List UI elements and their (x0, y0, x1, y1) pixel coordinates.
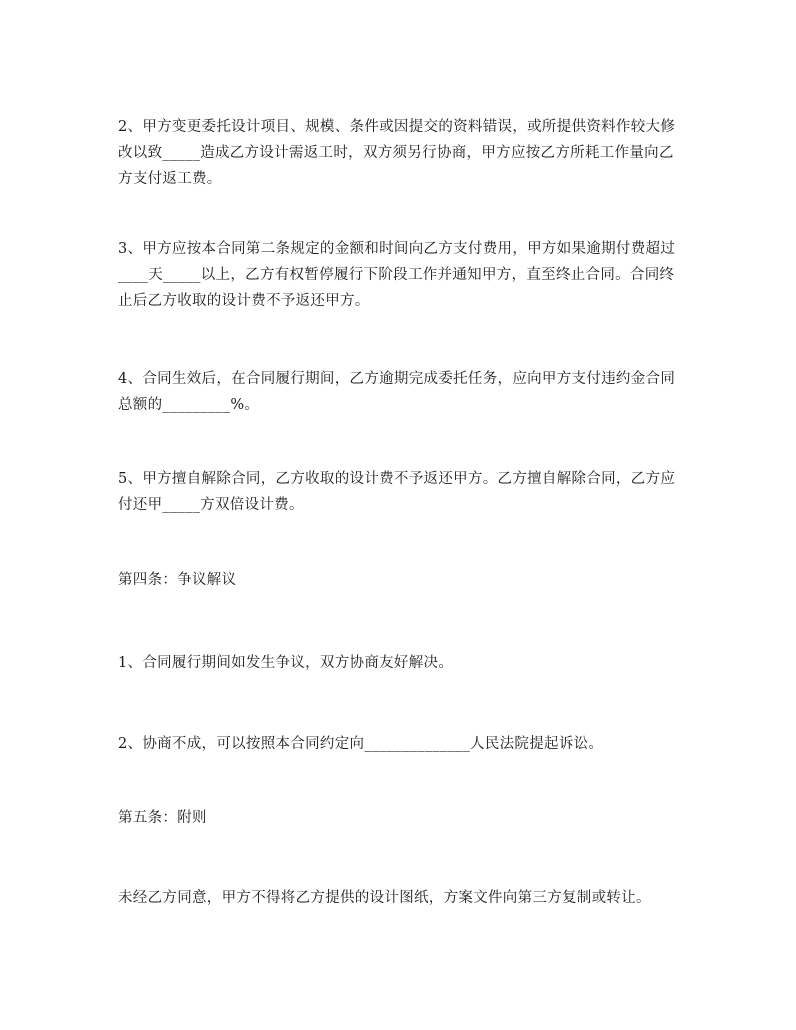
clause-3-paragraph: 3、甲方应按本合同第二条规定的金额和时间向乙方支付费用，甲方如果逾期付费超过____天_____以上，乙方有权暂停履行下阶段工作并通知甲方，直至终止合同。合同终止后乙方收取的设计费不予返还甲方。 (118, 241, 676, 309)
article-5-heading: 第五条：附则 (118, 810, 207, 826)
article-4-item-1: 1、合同履行期间如发生争议，双方协商友好解决。 (118, 655, 454, 671)
article-5-paragraph: 未经乙方同意，甲方不得将乙方提供的设计图纸，方案文件向第三方复制或转让。 (118, 890, 651, 906)
clause-4-paragraph: 4、合同生效后，在合同履行期间，乙方逾期完成委托任务，应向甲方支付违约金合同总额的_________%。 (118, 371, 676, 413)
article-4-item-2: 2、协商不成，可以按照本合同约定向______________人民法院提起诉讼。 (118, 736, 604, 752)
clause-2-paragraph: 2、甲方变更委托设计项目、规模、条件或因提交的资料错误，或所提供资料作较大修改以致_____造成乙方设计需返工时，双方须另行协商，甲方应按乙方所耗工作量向乙方支付返工费。 (118, 119, 676, 187)
article-4-heading: 第四条：争议解议 (118, 572, 237, 588)
clause-5-paragraph: 5、甲方擅自解除合同，乙方收取的设计费不予返还甲方。乙方擅自解除合同，乙方应付还甲_____方双倍设计费。 (118, 471, 676, 513)
